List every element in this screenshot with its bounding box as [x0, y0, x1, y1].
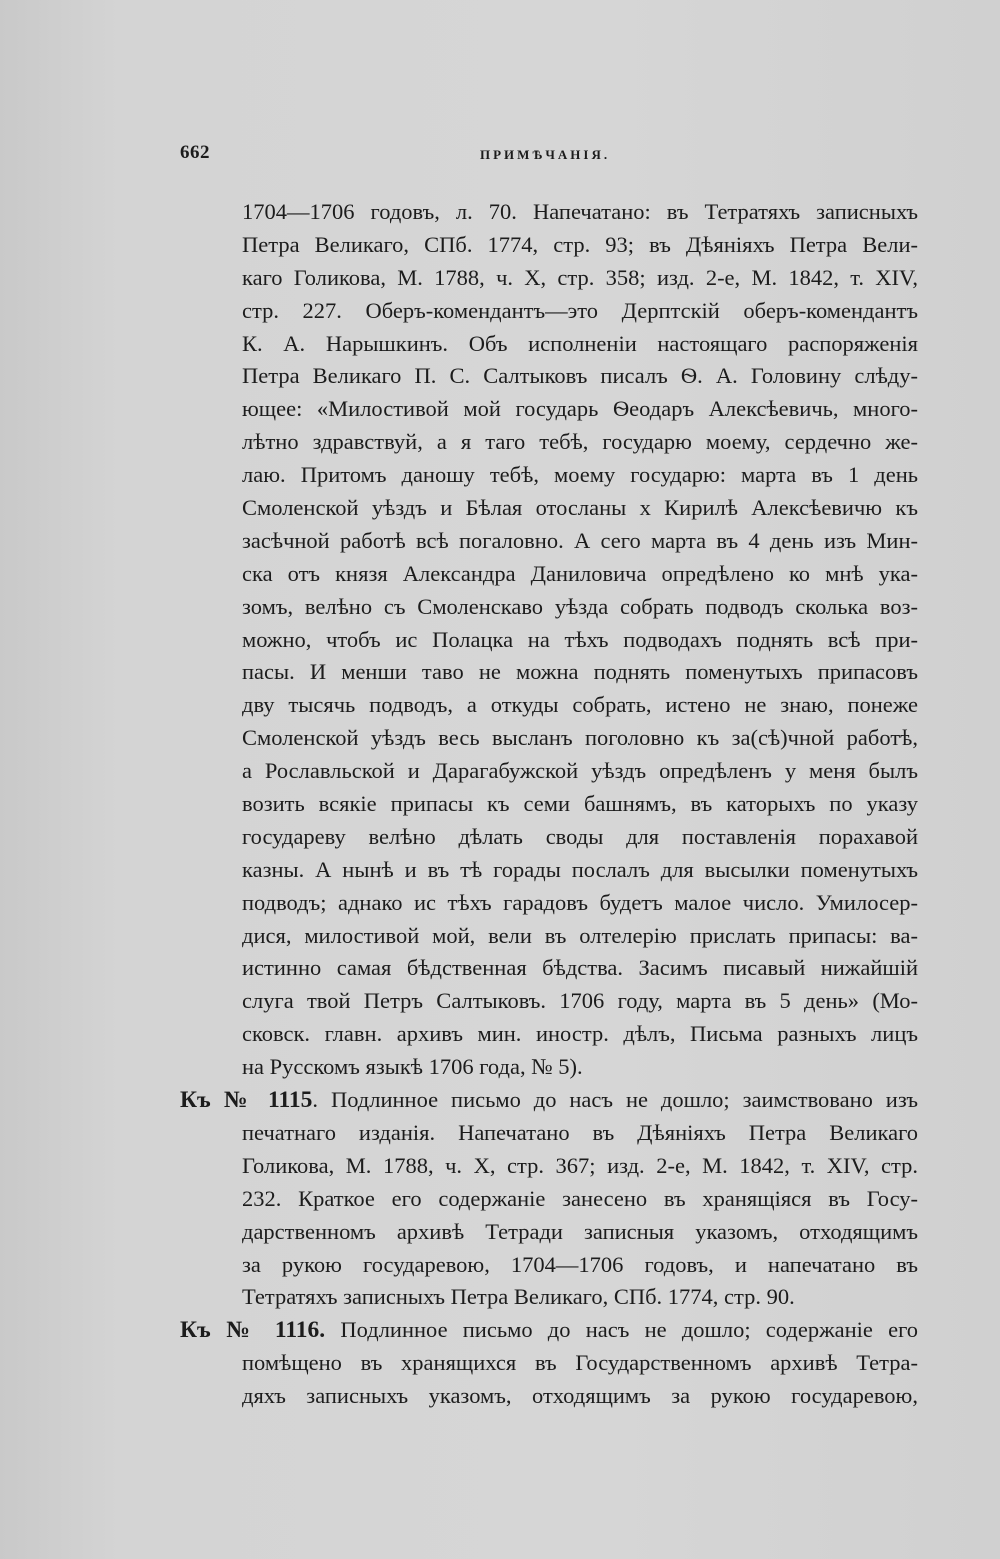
- text-line: слуга твой Петръ Салтыковъ. 1706 году, марта въ 5 день» (Мо-: [242, 988, 918, 1014]
- text-line: стр. 227. Оберъ-комендантъ—это Дерптскій оберъ-комендантъ: [242, 297, 918, 323]
- text-line: Голикова, М. 1788, ч. X, стр. 367; изд. 2-е, М. 1842, т. XIV, стр.: [242, 1152, 918, 1178]
- text-line: возить всякіе припасы къ семи башнямъ, въ каторыхъ по указу: [242, 791, 918, 817]
- text-line: засѣчной работѣ всѣ погаловно. А сего марта въ 4 день изъ Мин-: [242, 527, 918, 553]
- text-line: печатнаго изданія. Напечатано въ Дѣяніяхъ Петра Великаго: [242, 1119, 918, 1145]
- text-line: дву тысячь подводъ, а откуды собрать, истено не знаю, понеже: [242, 692, 918, 718]
- note-first-line-text: . Подлинное письмо до насъ не дошло; заимствовано изъ: [312, 1087, 918, 1113]
- note-number: Къ № 1116.: [180, 1317, 326, 1344]
- note-first-line: [180, 1084, 918, 1117]
- note-first-line-text: Подлинное письмо до насъ не дошло; содержаніе его: [325, 1317, 919, 1343]
- note-1116: [180, 1314, 918, 1413]
- running-head: ПРИМѢЧАНІЯ.: [480, 147, 611, 162]
- note-first-line: [180, 1314, 918, 1347]
- text-line: лѣтно здравствуй, а я таго тебѣ, государю моему, сердечно же-: [242, 429, 918, 455]
- text-line: ющее: «Милостивой мой государь Ѳеодаръ Алексѣевичь, много-: [242, 396, 918, 422]
- text-line: лаю. Притомъ даношу тебѣ, моему государю: марта въ 1 день: [242, 462, 918, 488]
- note-1115: [180, 1084, 918, 1314]
- page-number: 662: [180, 142, 210, 163]
- note-paragraph-continuation: [180, 196, 918, 1084]
- text-line: Смоленской уѣздъ и Бѣлая отосланы х Кирилѣ Алексѣевичю къ: [242, 495, 918, 521]
- text-line: каго Голикова, М. 1788, ч. X, стр. 358; изд. 2-е, М. 1842, т. XIV,: [242, 264, 918, 290]
- text-line: сковск. главн. архивъ мин. иностр. дѣлъ, Письма разныхъ лицъ: [242, 1021, 918, 1047]
- text-line: истинно самая бѣдственная бѣдства. Засимъ писавый нижайшій: [242, 955, 918, 981]
- text-line: Петра Великаго П. С. Салтыковъ писалъ Ѳ. А. Головину слѣду-: [242, 363, 918, 389]
- text-line: Тетратяхъ записныхъ Петра Великаго, СПб. 1774, стр. 90.: [242, 1284, 795, 1310]
- text-line: дарственномъ архивѣ Тетради записныя указомъ, отходящимъ: [242, 1218, 918, 1244]
- text-line: можно, чтобъ ис Полацка на тѣхъ подводахъ поднять всѣ при-: [242, 626, 918, 652]
- text-line: дяхъ записныхъ указомъ, отходящимъ за рукою государевою,: [242, 1383, 918, 1409]
- text-line: подводъ; аднако ис тѣхъ гарадовъ будетъ малое число. Умилосер-: [242, 889, 918, 915]
- note-number: Къ № 1115: [180, 1087, 313, 1114]
- text-line: ска отъ князя Александра Даниловича опредѣлено ко мнѣ ука-: [242, 560, 918, 586]
- text-line: государеву велѣно дѣлать своды для поставленія порахавой: [242, 823, 918, 849]
- page-header: [180, 142, 925, 172]
- text-line: Петра Великаго, СПб. 1774, стр. 93; въ Дѣяніяхъ Петра Вели-: [242, 231, 918, 257]
- text-line: 232. Краткое его содержаніе занесено въ хранящіяся въ Госу-: [242, 1185, 918, 1211]
- text-line: за рукою государевою, 1704—1706 годовъ, и напечатано въ: [242, 1251, 918, 1277]
- text-line: казны. А нынѣ и въ тѣ горады послалъ для высылки поменутыхъ: [242, 856, 918, 882]
- text-line: зомъ, велѣно съ Смоленскаво уѣзда собрать подводъ сколька воз-: [242, 593, 918, 619]
- text-line: Смоленской уѣздъ весь высланъ поголовно къ за(сѣ)чной работѣ,: [242, 725, 918, 751]
- text-line: помѣщено въ хранящихся въ Государственномъ архивѣ Тетра-: [242, 1350, 918, 1376]
- text-line: на Русскомъ языкѣ 1706 года, № 5).: [242, 1054, 583, 1080]
- text-line: 1704—1706 годовъ, л. 70. Напечатано: въ Тетратяхъ записныхъ: [242, 199, 918, 224]
- text-line: К. А. Нарышкинъ. Объ исполненіи настоящаго распоряженія: [242, 330, 918, 356]
- text-line: а Рославльской и Дарагабужской уѣздъ опредѣленъ у меня былъ: [242, 758, 918, 784]
- notes-body: [180, 196, 918, 1413]
- text-line: пасы. И менши таво не можна поднять поменутыхъ припасовъ: [242, 659, 918, 685]
- text-line: дися, милостивой мой, вели въ олтелерію прислать припасы: ва-: [242, 922, 918, 948]
